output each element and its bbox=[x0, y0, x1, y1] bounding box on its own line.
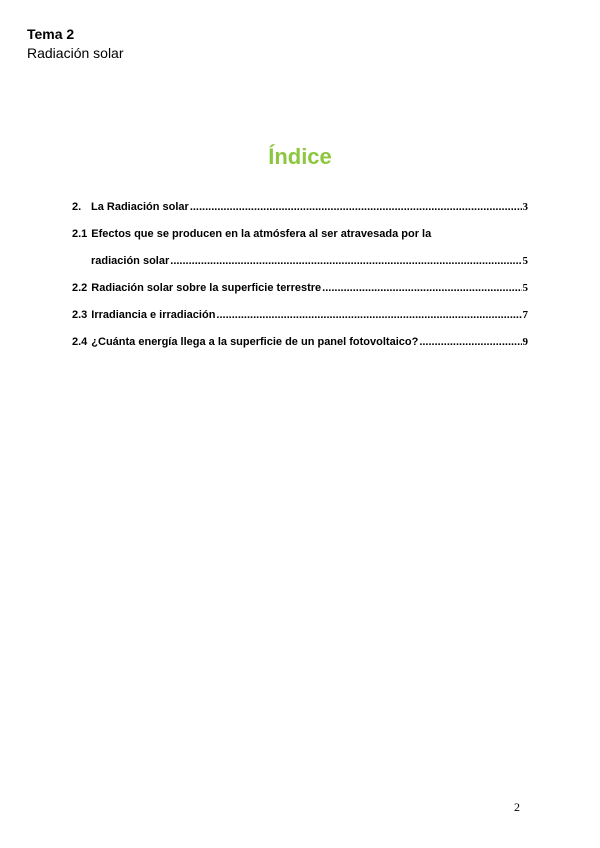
toc-entry-2-3[interactable] bbox=[72, 306, 528, 333]
toc-title: Índice bbox=[268, 144, 332, 169]
toc-entry-2-4[interactable] bbox=[72, 333, 528, 360]
toc-leader-dots bbox=[216, 306, 521, 324]
toc-leader-dots bbox=[190, 198, 522, 216]
header-title: Tema 2 bbox=[27, 26, 75, 42]
toc-entry-2[interactable] bbox=[72, 198, 528, 225]
toc-entry-number: 2.2 bbox=[72, 282, 88, 294]
toc-entry-2-1-line2[interactable] bbox=[72, 252, 528, 279]
toc-entry-2-2[interactable] bbox=[72, 279, 528, 306]
page-number: 2 bbox=[514, 800, 520, 814]
document-header bbox=[27, 26, 124, 62]
toc-entry-text: Radiación solar sobre la superficie terrestre bbox=[91, 282, 322, 294]
toc-entry-number: 2.3 bbox=[72, 309, 88, 321]
toc-entry-page: 5 bbox=[522, 282, 528, 294]
table-of-contents bbox=[72, 198, 528, 360]
toc-leader-dots bbox=[322, 279, 521, 297]
toc-entry-page: 3 bbox=[522, 201, 528, 213]
toc-entry-page: 5 bbox=[522, 255, 528, 267]
toc-entry-text: Irradiancia e irradiación bbox=[91, 309, 216, 321]
header-subtitle: Radiación solar bbox=[27, 45, 124, 61]
toc-entry-text: Efectos que se producen en la atmósfera al ser atravesada por la bbox=[91, 228, 432, 240]
toc-entry-page: 7 bbox=[522, 309, 528, 321]
toc-entry-text-continued: radiación solar bbox=[91, 255, 170, 267]
toc-leader-dots bbox=[419, 333, 521, 351]
toc-entry-text: ¿Cuánta energía llega a la superficie de un panel fotovoltaico? bbox=[91, 336, 419, 348]
toc-entry-number: 2.4 bbox=[72, 336, 88, 348]
toc-entry-number: 2. bbox=[72, 201, 82, 213]
toc-leader-dots bbox=[170, 252, 521, 270]
toc-entry-text: La Radiación solar bbox=[91, 201, 189, 213]
toc-entry-2-1-line1[interactable] bbox=[72, 225, 528, 252]
toc-entry-number: 2.1 bbox=[72, 228, 88, 240]
toc-entry-page: 9 bbox=[522, 336, 528, 348]
